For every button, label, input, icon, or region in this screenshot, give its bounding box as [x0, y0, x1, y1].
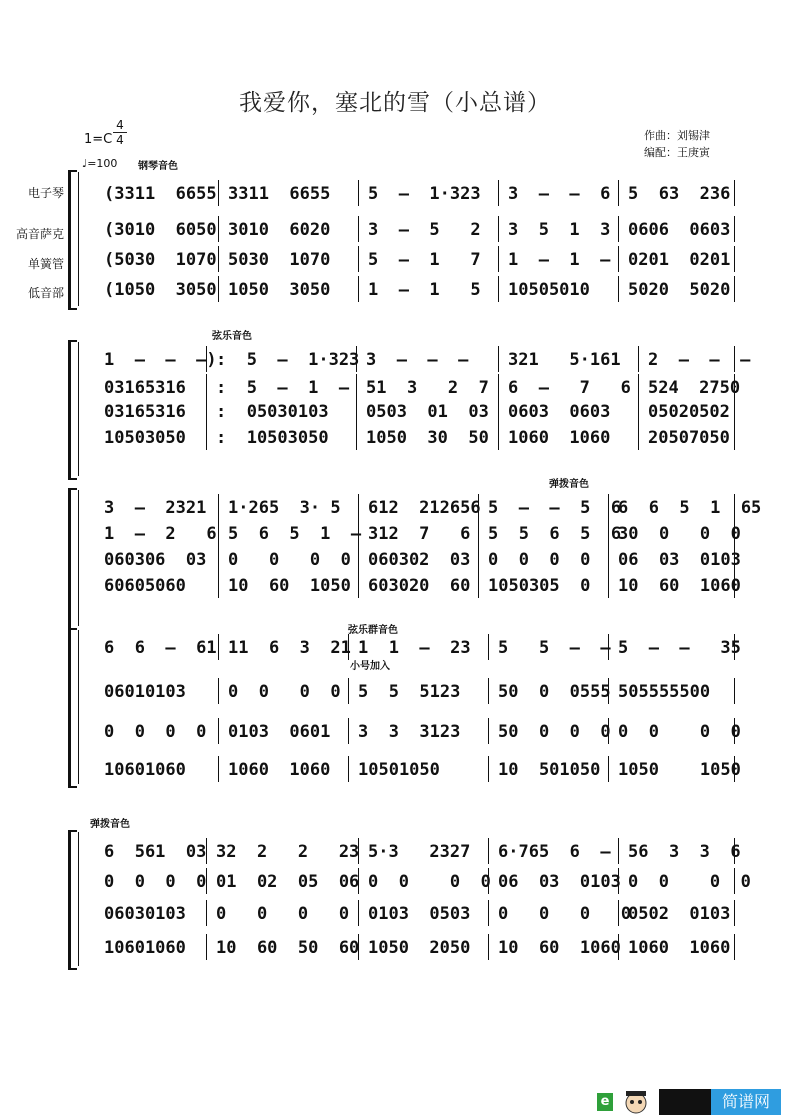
barline: [608, 572, 609, 598]
barline: [478, 520, 479, 546]
system-brace: [68, 628, 77, 788]
barline: [478, 494, 479, 520]
measure: 312 7 6: [368, 524, 471, 544]
measure: 0103 0601: [228, 722, 331, 742]
barline: [348, 756, 349, 782]
measure: : 05030103: [216, 402, 329, 422]
barline: [358, 900, 359, 926]
barline-end: [734, 398, 735, 424]
barline: [488, 718, 489, 744]
barline-end: [734, 634, 735, 660]
measure: 3 – – –: [366, 350, 469, 370]
barline: [488, 678, 489, 704]
measure: 0603 0603: [508, 402, 611, 422]
barline: [218, 572, 219, 598]
barline-end: [734, 520, 735, 546]
barline: [478, 572, 479, 598]
measure: 5 6 5 1 –: [228, 524, 362, 544]
barline: [618, 216, 619, 242]
watermark-block: [659, 1089, 711, 1115]
barline: [218, 246, 219, 272]
measure: 10503050: [104, 428, 186, 448]
measure: 05020502: [648, 402, 730, 422]
staff-row-bass: [82, 278, 736, 304]
barline: [488, 756, 489, 782]
barline: [218, 718, 219, 744]
barline-end: [734, 494, 735, 520]
barline: [478, 546, 479, 572]
barline: [356, 374, 357, 400]
barline-end: [734, 678, 735, 704]
mark-trumpet: 小号加入: [350, 661, 390, 672]
measure: 06030103: [104, 904, 186, 924]
barline-end: [734, 546, 735, 572]
system-barline: [78, 490, 79, 626]
barline: [358, 494, 359, 520]
barline: [608, 520, 609, 546]
measure: 0103 0503: [368, 904, 471, 924]
measure: 1 – 1 –: [508, 250, 611, 270]
measure: 321 5·161: [508, 350, 621, 370]
barline-end: [734, 718, 735, 744]
barline-end: [734, 180, 735, 206]
measure: 5 – 1·323: [368, 184, 481, 204]
staff-row-keyboard: [82, 348, 751, 374]
barline: [498, 424, 499, 450]
page-title: 我爱你，塞北的雪（小总谱）: [239, 90, 551, 116]
barline-end: [734, 424, 735, 450]
measure: 505555500: [618, 682, 711, 702]
measure: 0201 0201: [628, 250, 731, 270]
measure: 10601060: [104, 938, 186, 958]
staff-row-soprano-sax: [82, 218, 736, 244]
measure: 6 561 03: [104, 842, 207, 862]
measure: 10601060: [104, 760, 186, 780]
barline-end: [734, 346, 735, 372]
watermark: [597, 1089, 785, 1115]
barline: [498, 216, 499, 242]
barline: [358, 276, 359, 302]
watermark-text: 简谱网: [711, 1089, 781, 1115]
measure: 5·3 2327: [368, 842, 471, 862]
measure: 5020 5020: [628, 280, 731, 300]
measure: 51 3 2 7: [366, 378, 489, 398]
measure: 1050305 0: [488, 576, 591, 596]
barline: [358, 180, 359, 206]
system-3: [68, 488, 762, 630]
measure: 50 0 0 0: [498, 722, 611, 742]
barline: [488, 900, 489, 926]
measure: 1060 1060: [508, 428, 611, 448]
measure: 6 6 – 61: [104, 638, 217, 658]
measure: 603020 60: [368, 576, 471, 596]
barline: [358, 246, 359, 272]
mark-pluck: 弹拨音色: [549, 479, 589, 490]
arranger-credit: 编配：王庚寅: [644, 146, 710, 159]
mark-string-group: 弦乐群音色: [348, 625, 398, 636]
barline: [206, 398, 207, 424]
barline: [618, 900, 619, 926]
measure: 6·765 6 –: [498, 842, 611, 862]
key-signature: 1=C: [84, 132, 113, 147]
measure: 5 5 6 5 6: [488, 524, 622, 544]
measure: 03165316: [104, 402, 186, 422]
measure: 0502 0103: [628, 904, 731, 924]
measure: (3010 6050: [104, 220, 217, 240]
staff-row-keyboard: [82, 182, 736, 208]
measure: 2 – – –: [648, 350, 751, 370]
tempo-value: =100: [87, 157, 118, 170]
mark-pluck-2: 弹拨音色: [90, 819, 130, 830]
measure: 5030 1070: [228, 250, 331, 270]
system-brace: [68, 488, 77, 630]
measure: 10 501050: [498, 760, 601, 780]
staff-row-clarinet: [82, 400, 736, 426]
barline: [488, 934, 489, 960]
measure: 1 – – –): [104, 350, 217, 370]
barline: [206, 424, 207, 450]
barline: [356, 346, 357, 372]
barline: [618, 276, 619, 302]
barline-end: [734, 868, 735, 894]
system-2: [68, 340, 751, 480]
measure: 3 – – 6: [508, 184, 611, 204]
measure: : 5 – 1·323: [216, 350, 360, 370]
barline: [618, 246, 619, 272]
barline: [206, 934, 207, 960]
measure: 3311 6655: [228, 184, 331, 204]
barline: [358, 546, 359, 572]
barline: [488, 838, 489, 864]
system-brace: [68, 340, 77, 480]
system-1: [68, 170, 736, 310]
measure: 612 212656: [368, 498, 481, 518]
measure: 10 60 50 60: [216, 938, 360, 958]
meter-bottom: 4: [113, 132, 127, 147]
measure: (5030 1070: [104, 250, 217, 270]
staff-row-keyboard: [82, 496, 762, 522]
barline: [218, 520, 219, 546]
measure: 5 – – 5 6: [488, 498, 622, 518]
composer-credit: 作曲：刘锡津: [644, 129, 710, 142]
barline-end: [734, 900, 735, 926]
barline-end: [734, 246, 735, 272]
staff-row-bass: [82, 574, 741, 600]
measure: 3010 6020: [228, 220, 331, 240]
barline: [358, 934, 359, 960]
barline: [498, 246, 499, 272]
measure: 30 0 0 0: [618, 524, 741, 544]
barline: [638, 424, 639, 450]
measure: 03165316: [104, 378, 186, 398]
measure: 32 2 2 23: [216, 842, 360, 862]
barline: [218, 494, 219, 520]
measure: 060302 03: [368, 550, 471, 570]
measure: 3 – 2321: [104, 498, 207, 518]
system-brace: [68, 830, 77, 970]
mark-piano: 钢琴音色: [138, 161, 178, 172]
barline-end: [734, 216, 735, 242]
barline: [618, 180, 619, 206]
barline: [206, 374, 207, 400]
measure: 0 0 0 0: [228, 682, 341, 702]
barline: [498, 276, 499, 302]
barline-end: [734, 756, 735, 782]
measure: 5 5 5123: [358, 682, 461, 702]
staff-row-soprano-sax: [82, 870, 751, 896]
barline: [348, 634, 349, 660]
measure: 3 3 3123: [358, 722, 461, 742]
measure: 6 – 7 6: [508, 378, 631, 398]
barline: [498, 346, 499, 372]
barline: [348, 718, 349, 744]
barline: [358, 838, 359, 864]
barline: [608, 678, 609, 704]
measure: 10 60 1060: [498, 938, 621, 958]
measure: 1 1 – 23: [358, 638, 471, 658]
measure: 56 3 3 6: [628, 842, 741, 862]
barline-end: [734, 934, 735, 960]
barline: [498, 398, 499, 424]
measure: 1050 30 50: [366, 428, 489, 448]
barline: [206, 868, 207, 894]
measure: 10501050: [358, 760, 440, 780]
measure: : 10503050: [216, 428, 329, 448]
barline: [488, 634, 489, 660]
barline: [638, 346, 639, 372]
measure: 1 – 1 5: [368, 280, 481, 300]
barline: [618, 838, 619, 864]
voice-label-soprano-sax: 高音萨克: [15, 227, 64, 241]
barline: [218, 276, 219, 302]
meter-top: 4: [116, 118, 124, 132]
measure: 06010103: [104, 682, 186, 702]
measure: 524 2750: [648, 378, 741, 398]
system-barline: [78, 630, 79, 784]
staff-row-soprano-sax: [82, 680, 736, 706]
measure: 5 63 236: [628, 184, 731, 204]
barline: [218, 216, 219, 242]
staff-row-clarinet: [82, 720, 741, 746]
barline-end: [734, 572, 735, 598]
measure: (1050 3050: [104, 280, 217, 300]
measure: 11 6 3 21: [228, 638, 351, 658]
measure: 5 – – 35: [618, 638, 741, 658]
measure: 0 0 0 0: [618, 722, 741, 742]
barline: [218, 180, 219, 206]
time-signature: [113, 118, 127, 147]
mascot-icon: [617, 1089, 655, 1115]
measure: 0606 0603: [628, 220, 731, 240]
barline: [348, 678, 349, 704]
measure: 1060 1060: [628, 938, 731, 958]
staff-row-bass: [82, 758, 741, 784]
system-brace: [68, 170, 77, 310]
measure: 10 60 1050: [228, 576, 351, 596]
measure: 0 0 0 0: [104, 872, 207, 892]
barline: [356, 424, 357, 450]
barline: [206, 838, 207, 864]
measure: 0 0 0 0: [498, 904, 632, 924]
barline: [488, 868, 489, 894]
barline: [638, 374, 639, 400]
measure: 10505010: [508, 280, 590, 300]
voice-label-bass: 低音部: [27, 286, 64, 300]
measure: 50 0 0555: [498, 682, 611, 702]
measure: 0 0 0 0: [104, 722, 207, 742]
system-4: [68, 628, 741, 788]
barline: [608, 718, 609, 744]
mark-strings: 弦乐音色: [212, 331, 252, 342]
barline-end: [734, 374, 735, 400]
measure: 06 03 0103: [618, 550, 741, 570]
system-barline: [78, 342, 79, 476]
measure: 0503 01 03: [366, 402, 489, 422]
barline: [218, 678, 219, 704]
voice-label-clarinet: 单簧管: [27, 257, 64, 271]
staff-row-soprano-sax: [82, 522, 741, 548]
barline: [498, 374, 499, 400]
staff-row-keyboard: [82, 840, 741, 866]
staff-row-clarinet: [82, 902, 736, 928]
barline: [498, 180, 499, 206]
measure: 3 5 1 3: [508, 220, 611, 240]
measure: (3311 6655: [104, 184, 217, 204]
measure: 5 – 1 7: [368, 250, 481, 270]
staff-row-bass: [82, 936, 736, 962]
barline: [358, 868, 359, 894]
tempo-marking: [82, 157, 117, 170]
voice-label-keyboard: 电子琴: [27, 186, 64, 200]
measure: 1050 2050: [368, 938, 471, 958]
measure: 1050 1050: [618, 760, 741, 780]
barline: [608, 634, 609, 660]
barline: [358, 572, 359, 598]
barline-end: [734, 838, 735, 864]
system-5: [68, 830, 751, 970]
measure: 0 0 0 0: [228, 550, 351, 570]
staff-row-bass: [82, 426, 736, 452]
logo-e: e: [597, 1093, 613, 1111]
measure: 3 – 5 2: [368, 220, 481, 240]
barline: [638, 398, 639, 424]
barline: [608, 546, 609, 572]
barline: [608, 494, 609, 520]
staff-row-clarinet: [82, 248, 736, 274]
system-barline: [78, 172, 79, 306]
barline: [618, 868, 619, 894]
barline: [218, 546, 219, 572]
measure: 60605060: [104, 576, 186, 596]
measure: 0 0 0 0: [216, 904, 350, 924]
barline: [218, 756, 219, 782]
barline: [608, 756, 609, 782]
measure: 5 5 – –: [498, 638, 611, 658]
barline: [356, 398, 357, 424]
barline: [206, 346, 207, 372]
measure: 060306 03: [104, 550, 207, 570]
measure: 1060 1060: [228, 760, 331, 780]
measure: : 5 – 1 –: [216, 378, 350, 398]
measure: 1050 3050: [228, 280, 331, 300]
measure: 1·265 3· 5: [228, 498, 341, 518]
barline: [358, 216, 359, 242]
measure: 06 03 0103: [498, 872, 621, 892]
system-barline: [78, 832, 79, 966]
staff-row-clarinet: [82, 548, 741, 574]
measure: 0 0 0 0: [368, 872, 491, 892]
measure: 0 0 0 0: [628, 872, 751, 892]
measure: 01 02 05 06: [216, 872, 360, 892]
measure: 1 – 2 6: [104, 524, 217, 544]
quarter-note-icon: ♩: [82, 157, 88, 170]
barline: [618, 934, 619, 960]
measure: 20507050: [648, 428, 730, 448]
barline: [218, 634, 219, 660]
measure: 6 6 5 1 65: [618, 498, 762, 518]
staff-row-keyboard: [82, 636, 741, 662]
measure: 10 60 1060: [618, 576, 741, 596]
barline: [206, 900, 207, 926]
barline-end: [734, 276, 735, 302]
measure: 0 0 0 0: [488, 550, 591, 570]
barline: [358, 520, 359, 546]
